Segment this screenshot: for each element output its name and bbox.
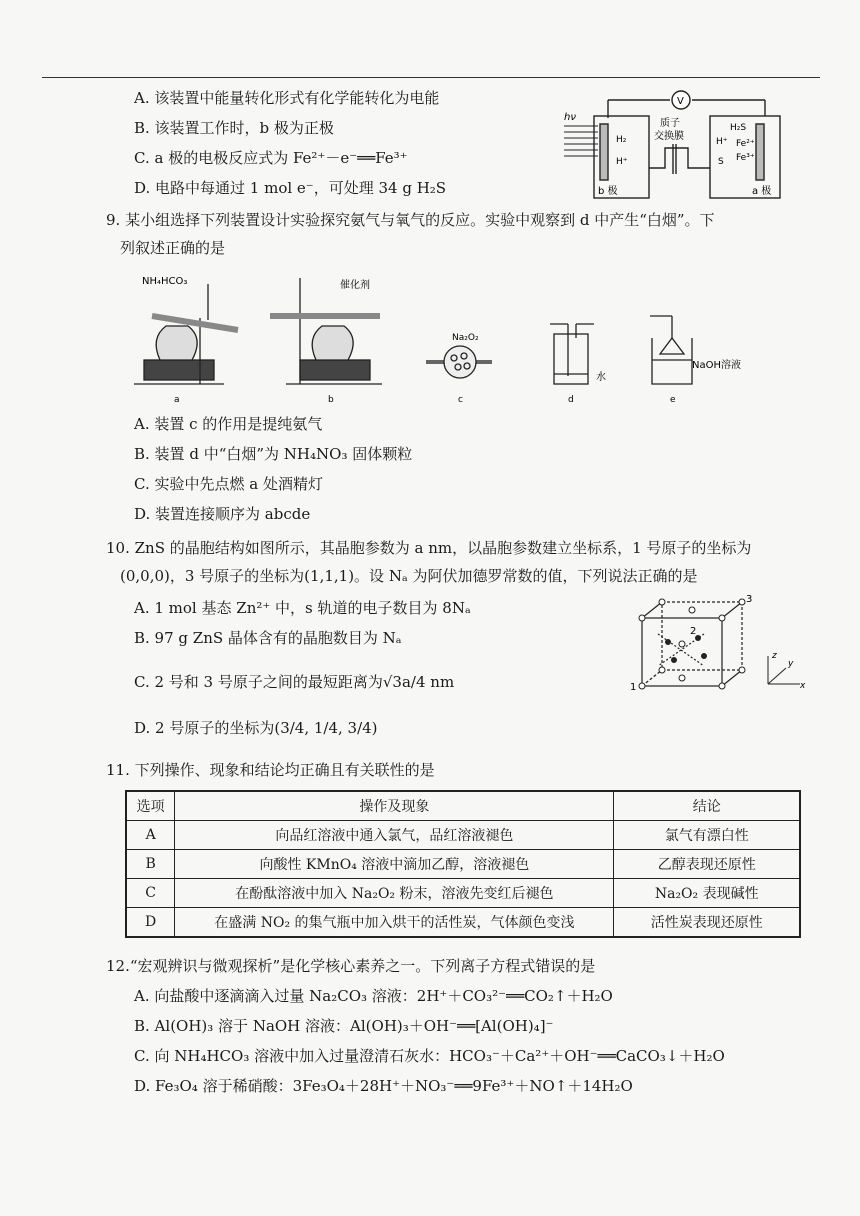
header-option: 选项 [126,791,175,821]
q9-option-a: A. 装置 c 的作用是提纯氨气 [134,415,323,433]
label-e: e [670,395,676,405]
voltmeter-label: V [677,96,684,107]
q10-stem-line1: 10. ZnS 的晶胞结构如图所示，其晶胞参数为 a nm，以晶胞参数建立坐标系，1 号原子的坐标为 [106,539,752,557]
fe3-label: Fe³⁺ [736,153,755,163]
atom-2-label: 2 [690,626,697,637]
q9-option-c: C. 实验中先点燃 a 处酒精灯 [134,475,323,493]
membrane-label-2: 交换膜 [654,131,684,142]
q10-crystal-figure [628,594,808,696]
row-c-option: C [126,879,175,908]
q8-option-d: D. 电路中每通过 1 mol e⁻，可处理 34 g H₂S [134,179,447,197]
q12-option-c: C. 向 NH₄HCO₃ 溶液中加入过量澄清石灰水：HCO₃⁻＋Ca²⁺＋OH⁻══CaCO₃↓＋H₂O [134,1047,725,1065]
axis-x-label: x [800,681,806,691]
row-a-conclusion: 氯气有漂白性 [614,821,800,850]
table-row [126,821,800,850]
table-row [126,850,800,879]
q9-stem-line1: 9. 某小组选择下列装置设计实验探究氨气与氧气的反应。实验中观察到 d 中产生“白烟”。下 [106,211,715,229]
q12-stem: 12.“宏观辨识与微观探析”是化学核心素养之一。下列离子方程式错误的是 [106,957,596,975]
hplus-left-label: H⁺ [616,157,628,167]
table-row [126,908,800,938]
label-b: b [328,395,334,405]
hv-label: hν [564,112,576,123]
q8-option-b: B. 该装置工作时，b 极为正极 [134,119,334,137]
row-d-operation: 在盛满 NO₂ 的集气瓶中加入烘干的活性炭，气体颜色变浅 [175,908,614,938]
membrane-label-1: 质子 [660,118,680,129]
h2s-label: H₂S [730,123,747,133]
row-b-conclusion: 乙醇表现还原性 [614,850,800,879]
a-pole-label: a 极 [752,186,772,197]
top-rule [42,77,820,78]
row-a-option: A [126,821,175,850]
row-d-conclusion: 活性炭表现还原性 [614,908,800,938]
axis-z-label: z [772,651,777,661]
h2-label: H₂ [616,135,627,145]
row-c-operation: 在酚酞溶液中加入 Na₂O₂ 粉末，溶液先变红后褪色 [175,879,614,908]
axis-y-label: y [788,659,794,669]
q11-stem: 11. 下列操作、现象和结论均正确且有关联性的是 [106,761,435,779]
header-conclusion: 结论 [614,791,800,821]
row-a-operation: 向品红溶液中通入氯气，品红溶液褪色 [175,821,614,850]
label-a: a [174,395,180,405]
q12-option-a: A. 向盐酸中逐滴滴入过量 Na₂CO₃ 溶液：2H⁺＋CO₃²⁻══CO₂↑＋H₂O [134,987,613,1005]
q9-option-d: D. 装置连接顺序为 abcde [134,505,311,523]
row-d-option: D [126,908,175,938]
q10-option-b: B. 97 g ZnS 晶体含有的晶胞数目为 Nₐ [134,629,402,647]
table-row [126,879,800,908]
q8-cell-figure [560,86,820,204]
q8-option-a: A. 该装置中能量转化形式有化学能转化为电能 [134,89,440,107]
q12-option-b: B. Al(OH)₃ 溶于 NaOH 溶液：Al(OH)₃＋OH⁻══[Al(OH)₄]⁻ [134,1017,554,1035]
label-c: c [458,395,463,405]
q9-option-b: B. 装置 d 中“白烟”为 NH₄NO₃ 固体颗粒 [134,445,413,463]
q9-apparatus-figure [130,268,741,410]
header-operation: 操作及现象 [175,791,614,821]
q10-stem-line2: (0,0,0)，3 号原子的坐标为(1,1,1)。设 Nₐ 为阿伏加德罗常数的值，下列说法正确的是 [120,567,698,585]
b-reagent-label: 催化剂 [340,280,370,291]
row-b-option: B [126,850,175,879]
atom-3-label: 3 [746,594,753,605]
hplus-right-label: H⁺ [716,137,728,147]
row-b-operation: 向酸性 KMnO₄ 溶液中滴加乙醇，溶液褪色 [175,850,614,879]
table-header-row [126,791,800,821]
q10-option-a: A. 1 mol 基态 Zn²⁺ 中，s 轨道的电子数目为 8Nₐ [134,599,471,617]
q11-table [125,790,801,938]
c-reagent-label: Na₂O₂ [452,333,479,343]
atom-1-label: 1 [630,682,637,693]
q8-option-c: C. a 极的电极反应式为 Fe²⁺－e⁻══Fe³⁺ [134,149,408,167]
b-pole-label: b 极 [598,186,618,197]
fe2-label: Fe²⁺ [736,139,755,149]
q10-option-d: D. 2 号原子的坐标为(3/4, 1/4, 3/4) [134,719,378,737]
label-d: d [568,395,574,405]
q12-option-d: D. Fe₃O₄ 溶于稀硝酸：3Fe₃O₄＋28H⁺＋NO₃⁻══9Fe³⁺＋NO↑＋14H₂O [134,1077,633,1095]
q9-stem-line2: 列叙述正确的是 [120,239,226,257]
s-label: S [718,157,724,167]
e-reagent-label: NaOH溶液 [692,360,741,371]
row-c-conclusion: Na₂O₂ 表现碱性 [614,879,800,908]
q10-option-c: C. 2 号和 3 号原子之间的最短距离为√3a/4 nm [134,673,455,691]
d-reagent-label: 水 [596,372,606,383]
a-reagent-label: NH₄HCO₃ [142,276,188,287]
